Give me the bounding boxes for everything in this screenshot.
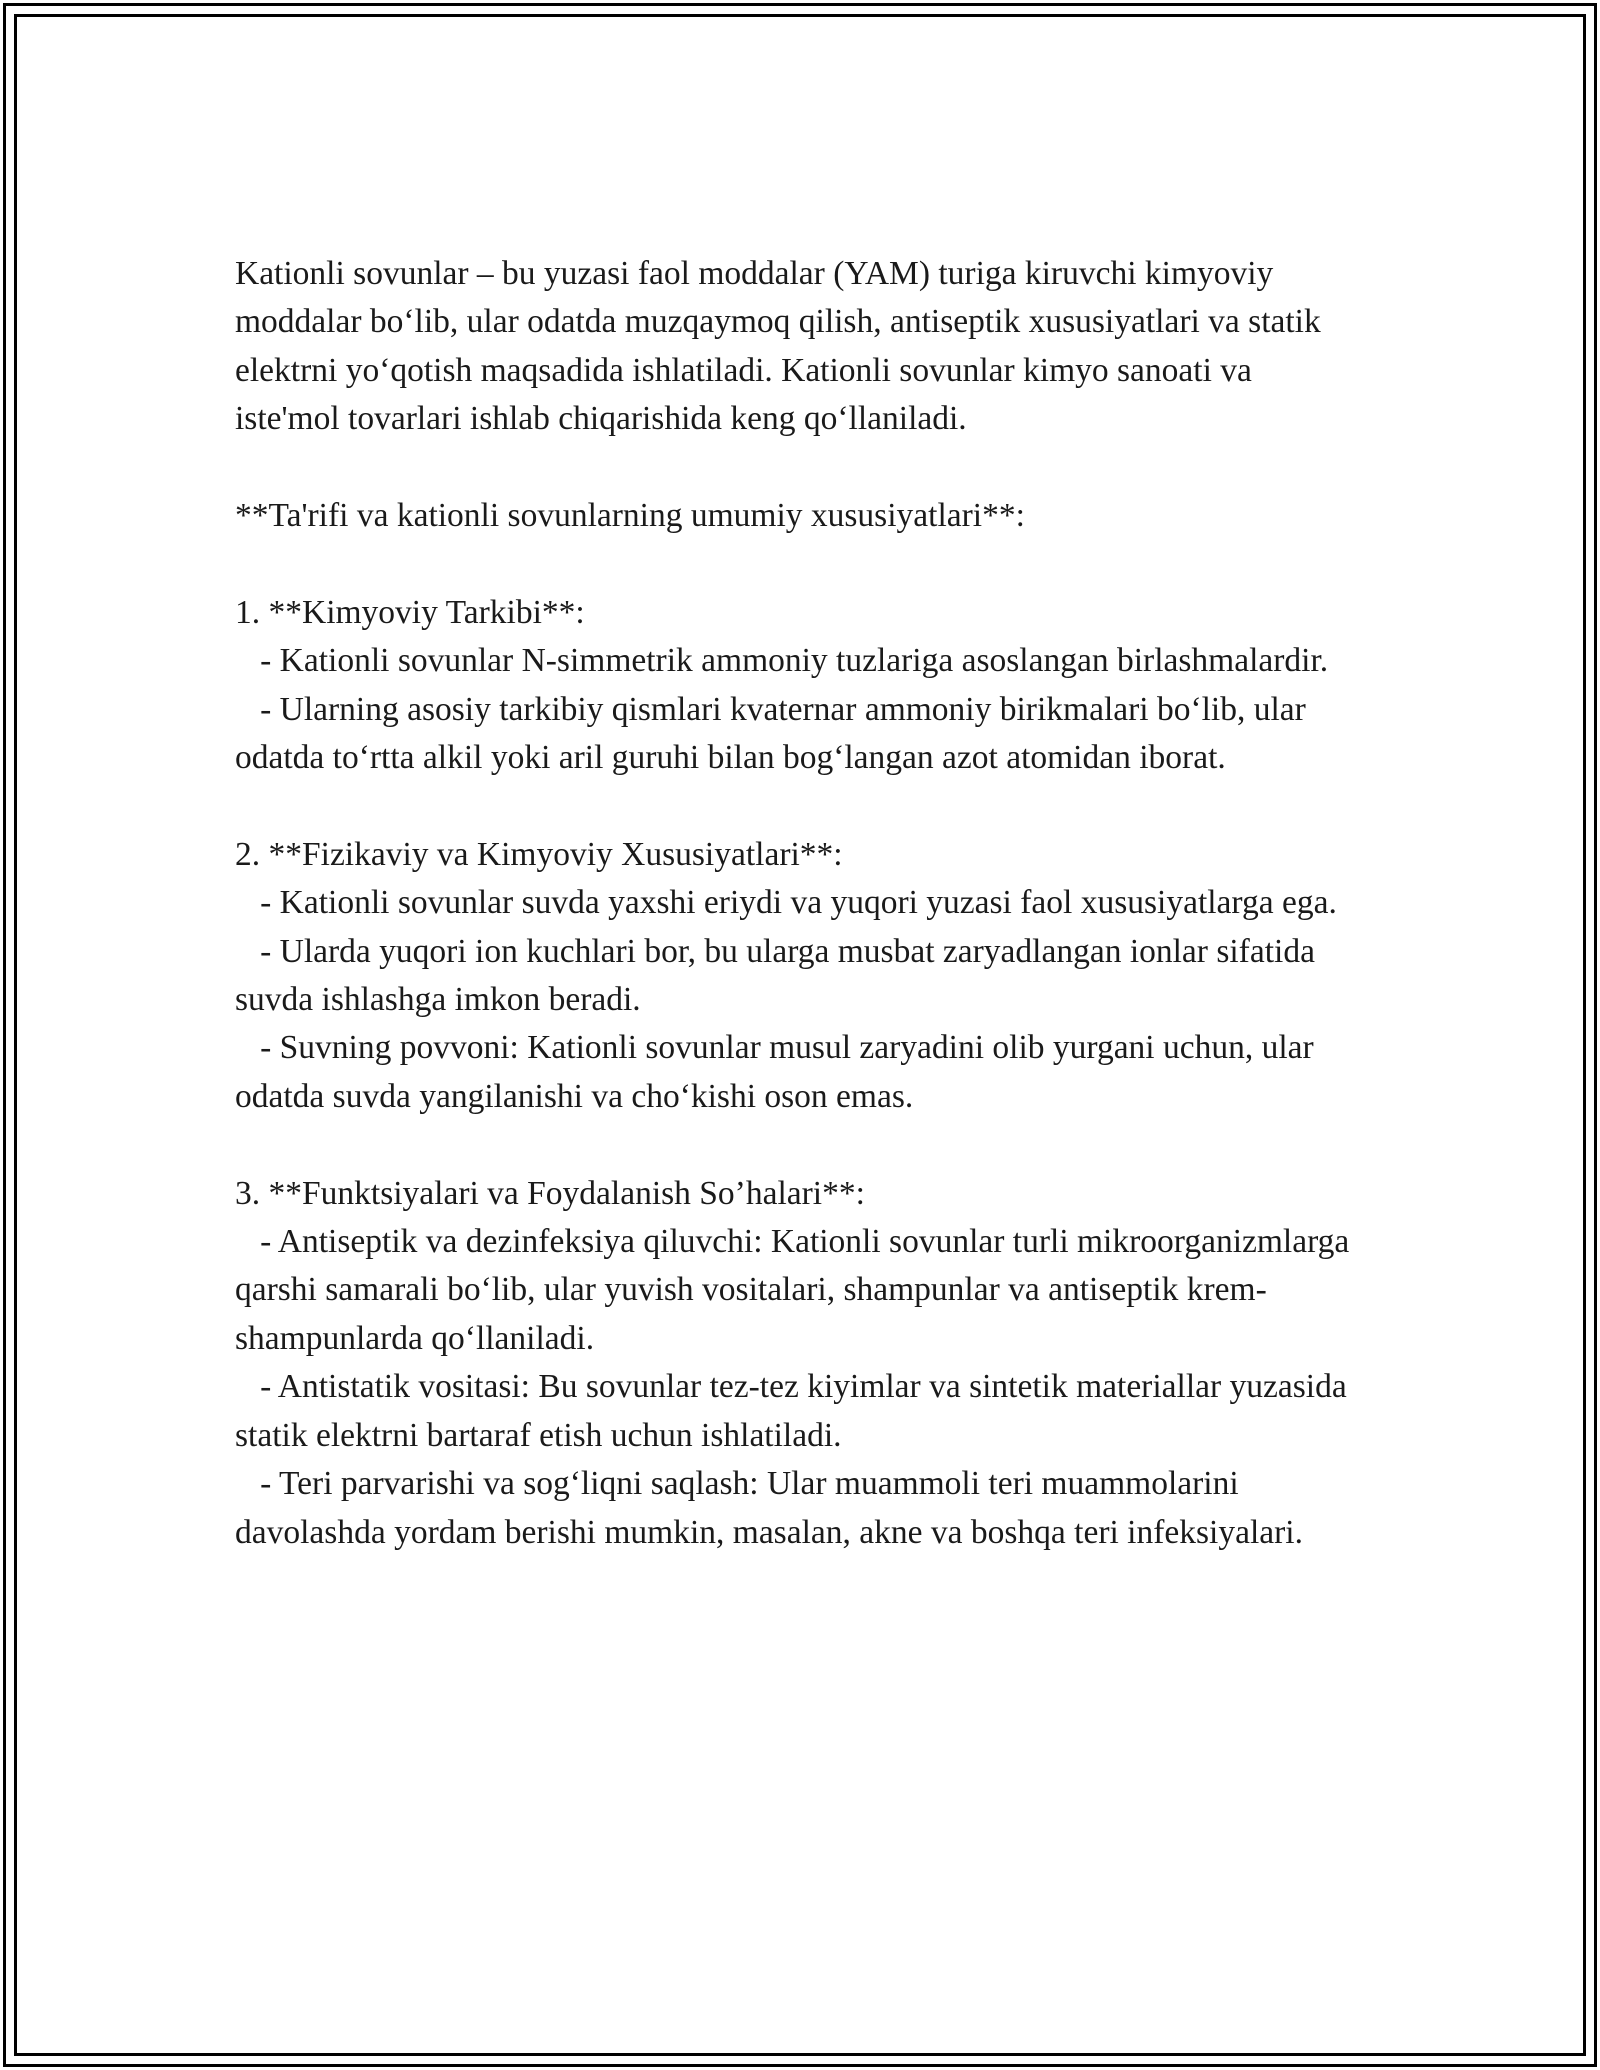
section-2-title: 2. **Fizikaviy va Kimyoviy Xususiyatlari**: <box>235 835 843 873</box>
spacer <box>235 1121 1355 1169</box>
section-1-title: 1. **Kimyoviy Tarkibi**: <box>235 593 585 631</box>
section-1-item-1: - Kationli sovunlar N-simmetrik ammoniy tuzlariga asoslangan birlashmalardir. <box>235 642 1329 680</box>
section-1-item-2: - Ularning asosiy tarkibiy qismlari kvaternar ammoniy birikmalari bo‘lib, ular odatda to‘rtta alkil yoki aril guruhi bilan bog‘langan azot atomidan iborat. <box>235 690 1315 777</box>
spacer <box>235 540 1355 588</box>
spacer <box>235 782 1355 830</box>
document-body <box>235 250 1358 1557</box>
section-3-item-3: - Teri parvarishi va sog‘liqni saqlash: Ular muammoli teri muammolarini davolashda yordam berishi mumkin, masalan, akne va boshqa teri infeksiyalari. <box>235 1465 1303 1551</box>
spacer <box>235 444 1355 492</box>
section-2-item-1: - Kationli sovunlar suvda yaxshi eriydi va yuqori yuzasi faol xususiyatlarga ega. <box>235 884 1337 922</box>
section-3-item-1: - Antiseptik va dezinfeksiya qiluvchi: Kationli sovunlar turli mikroorganizmlarga qarshi samarali bo‘lib, ular yuvish vositalari, shampunlar va antiseptik krem-shampunlarda qo‘llaniladi. <box>235 1223 1358 1357</box>
intro-paragraph: Kationli sovunlar – bu yuzasi faol moddalar (YAM) turiga kiruvchi kimyoviy moddalar bo‘lib, ular odatda muzqaymoq qilish, antiseptik xususiyatlari va statik elektrni yo‘qotish maqsadida ishlatiladi. Kationli sovunlar kimyo sanoati va iste'mol tovarlari ishlab chiqarishida keng qo‘llaniladi. <box>235 255 1330 438</box>
section-heading: **Ta'rifi va kationli sovunlarning umumiy xususiyatlari**: <box>235 497 1025 535</box>
section-2-item-2: - Ularda yuqori ion kuchlari bor, bu ularga musbat zaryadlangan ionlar sifatida suvda ishlashga imkon beradi. <box>235 932 1324 1019</box>
section-3-item-2: - Antistatik vositasi: Bu sovunlar tez-tez kiyimlar va sintetik materiallar yuzasida statik elektrni bartaraf etish uchun ishlatiladi. <box>235 1368 1356 1454</box>
section-3-title: 3. **Funktsiyalari va Foydalanish So’halari**: <box>235 1174 865 1212</box>
section-2-item-3: - Suvning povvoni: Kationli sovunlar musul zaryadini olib yurgani uchun, ular odatda suvda yangilanishi va cho‘kishi oson emas. <box>235 1029 1323 1115</box>
